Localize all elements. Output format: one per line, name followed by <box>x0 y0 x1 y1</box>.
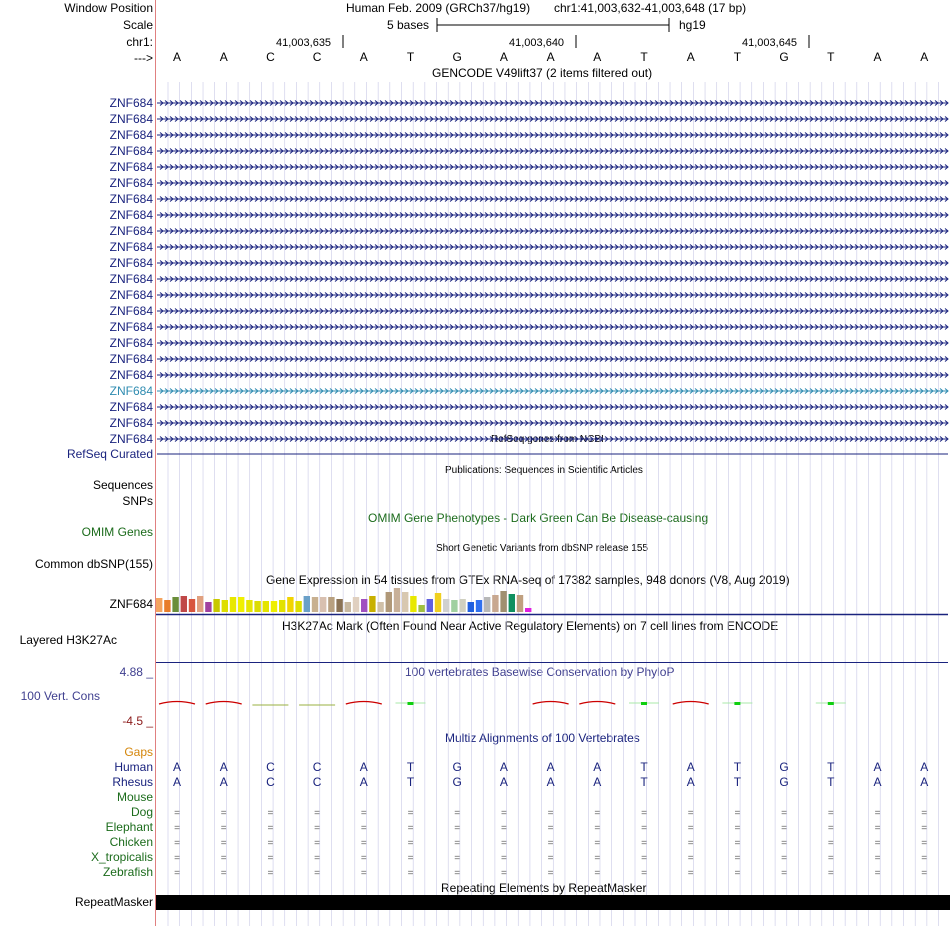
base-letter: A <box>219 50 228 64</box>
multiz-base: = <box>174 853 180 864</box>
gencode-strand-arrows <box>160 133 948 138</box>
multiz-base: T <box>640 760 648 774</box>
base-letter: T <box>640 50 648 64</box>
gencode-item-label[interactable]: ZNF684 <box>109 416 153 430</box>
multiz-base: = <box>781 868 788 879</box>
multiz-base: = <box>500 868 507 879</box>
gencode-item-label[interactable]: ZNF684 <box>109 160 153 174</box>
phylop-negative-mark <box>579 702 615 705</box>
base-letter: T <box>827 50 835 64</box>
multiz-base: = <box>827 823 834 834</box>
species-label[interactable]: Human <box>114 760 153 774</box>
gtex-track-title[interactable]: Gene Expression in 54 tissues from GTEx RNA-seq of 17382 samples, 948 donors (V8, Aug 2019) <box>266 573 790 587</box>
species-label[interactable]: Zebrafish <box>102 865 153 879</box>
multiz-base: = <box>407 838 414 849</box>
multiz-base: = <box>734 853 741 864</box>
phylop-negative-mark <box>159 702 195 705</box>
repeatmasker-label[interactable]: RepeatMasker <box>74 895 153 909</box>
gtex-tissue-bar[interactable] <box>492 595 498 612</box>
base-letter: C <box>266 50 275 64</box>
multiz-base: G <box>452 760 462 774</box>
gtex-tissue-bar[interactable] <box>468 602 474 612</box>
multiz-base: = <box>547 823 554 834</box>
multiz-base: = <box>500 853 507 864</box>
gtex-tissue-bar[interactable] <box>443 599 449 612</box>
gtex-tissue-bar[interactable] <box>418 605 424 612</box>
base-letter: A <box>873 50 882 64</box>
gtex-tissue-bar[interactable] <box>435 593 441 612</box>
gencode-transcripts <box>157 101 948 442</box>
gtex-tissue-bar[interactable] <box>271 601 277 612</box>
gtex-tissue-bar[interactable] <box>377 602 383 612</box>
gtex-tissue-bar[interactable] <box>386 592 392 612</box>
multiz-base: = <box>594 868 601 879</box>
coordinate-ticks <box>343 35 809 48</box>
multiz-base: A <box>219 775 228 789</box>
multiz-base: G <box>779 760 789 774</box>
gtex-tissue-bar[interactable] <box>279 600 285 612</box>
multiz-base: = <box>641 808 647 819</box>
gtex-tissue-bar[interactable] <box>304 596 310 612</box>
multiz-base: = <box>874 868 881 879</box>
multiz-base: = <box>267 853 274 864</box>
coordinate-label-3: 41,003,645 <box>742 37 798 49</box>
multiz-base: T <box>406 760 415 774</box>
gencode-item-label[interactable]: ZNF684 <box>109 112 153 126</box>
gencode-strand-arrows <box>160 245 948 250</box>
multiz-base: = <box>314 808 321 819</box>
multiz-base: = <box>827 868 834 879</box>
multiz-base: A <box>686 760 695 774</box>
multiz-base: = <box>781 808 788 819</box>
gtex-tissue-bar[interactable] <box>500 591 506 612</box>
multiz-base: A <box>359 760 368 774</box>
gencode-item-label[interactable]: ZNF684 <box>109 128 153 142</box>
multiz-base: = <box>781 823 788 834</box>
gtex-tissue-bar[interactable] <box>451 600 457 612</box>
multiz-base: = <box>641 853 647 864</box>
gencode-item-label[interactable]: ZNF684 <box>109 384 153 398</box>
gtex-tissue-bar[interactable] <box>189 599 195 612</box>
base-letter: A <box>546 50 555 64</box>
multiz-base: = <box>594 853 601 864</box>
multiz-base: A <box>546 760 555 774</box>
multiz-base: G <box>779 775 789 789</box>
gencode-strand-arrows <box>160 213 948 218</box>
phylop-max-label: 4.88 _ <box>119 665 153 679</box>
scale-text: 5 bases <box>387 18 430 32</box>
multiz-base: = <box>454 823 461 834</box>
gencode-item-label[interactable]: ZNF684 <box>109 96 153 110</box>
gtex-tissue-bar[interactable] <box>459 599 465 612</box>
multiz-base: A <box>499 760 508 774</box>
gencode-strand-arrows <box>160 101 948 106</box>
base-letter: G <box>779 50 789 64</box>
gtex-tissue-bar[interactable] <box>181 596 187 612</box>
gtex-tissue-bar[interactable] <box>369 596 375 612</box>
gtex-tissue-bar[interactable] <box>476 600 482 612</box>
multiz-base: = <box>267 808 274 819</box>
multiz-base: = <box>220 823 227 834</box>
multiz-base: = <box>547 853 554 864</box>
gtex-tissue-bar[interactable] <box>312 597 318 612</box>
multiz-base: = <box>454 868 461 879</box>
multiz-base: = <box>220 808 227 819</box>
multiz-base: = <box>547 838 554 849</box>
phylop-positive-mark <box>408 702 414 705</box>
multiz-base: = <box>734 823 741 834</box>
multiz-base: = <box>641 838 647 849</box>
gtex-tissue-bar[interactable] <box>525 608 531 612</box>
multiz-base: = <box>874 838 881 849</box>
gencode-item-label[interactable]: ZNF684 <box>109 272 153 286</box>
gencode-item-label[interactable]: ZNF684 <box>109 240 153 254</box>
multiz-base: = <box>921 868 928 879</box>
multiz-base: = <box>407 808 414 819</box>
multiz-base: A <box>920 760 929 774</box>
refseq-track-title[interactable]: RefSeq genes from NCBI <box>491 434 604 445</box>
multiz-base: = <box>687 823 694 834</box>
gtex-gene-label[interactable]: ZNF684 <box>109 597 153 611</box>
multiz-track-title[interactable]: Multiz Alignments of 100 Vertebrates <box>445 731 640 745</box>
multiz-base: = <box>781 838 788 849</box>
gencode-item-label[interactable]: ZNF684 <box>109 368 153 382</box>
layered-h3k27ac-label[interactable]: Layered H3K27Ac <box>19 633 117 647</box>
base-letter: T <box>733 50 742 64</box>
base-gridlines <box>168 82 939 926</box>
gtex-tissue-bar[interactable] <box>410 596 416 612</box>
base-letter: A <box>920 50 929 64</box>
gencode-item-label[interactable]: ZNF684 <box>109 304 153 318</box>
multiz-base: C <box>266 760 275 774</box>
multiz-base: A <box>686 775 695 789</box>
multiz-base: = <box>174 808 180 819</box>
multiz-base: = <box>360 838 367 849</box>
gencode-strand-arrows <box>160 149 948 154</box>
gtex-tissue-bar[interactable] <box>361 599 367 612</box>
phylop-track-label[interactable]: 100 Vert. Cons <box>20 689 100 703</box>
multiz-base: = <box>174 838 180 849</box>
base-letter: C <box>312 50 322 64</box>
gencode-strand-arrows <box>160 421 948 426</box>
gtex-tissue-bar[interactable] <box>246 600 252 612</box>
gencode-strand-arrows <box>160 357 948 362</box>
multiz-base: = <box>314 838 321 849</box>
multiz-base: A <box>219 760 228 774</box>
species-label[interactable]: Dog <box>130 805 153 819</box>
gtex-tissue-bar[interactable] <box>328 597 334 612</box>
window-position-label: Window Position <box>64 1 153 15</box>
gtex-tissue-bar[interactable] <box>156 598 162 612</box>
multiz-base: A <box>172 775 182 789</box>
base-letter: A <box>593 50 602 64</box>
multiz-base: = <box>827 808 834 819</box>
phylop-positive-mark <box>734 702 740 705</box>
phylop-track-title[interactable]: 100 vertebrates Basewise Conservation by PhyloP <box>405 665 675 679</box>
base-letter: G <box>452 50 462 64</box>
multiz-base: = <box>407 868 414 879</box>
multiz-base: = <box>781 853 788 864</box>
multiz-base: = <box>454 853 461 864</box>
scale-label: Scale <box>122 18 153 32</box>
species-label[interactable]: Mouse <box>116 790 153 804</box>
multiz-base: = <box>874 808 881 819</box>
gencode-strand-arrows <box>160 261 948 266</box>
multiz-base: = <box>547 868 554 879</box>
gtex-tissue-bar[interactable] <box>238 597 244 612</box>
phylop-negative-mark <box>673 702 709 705</box>
gencode-item-label[interactable]: ZNF684 <box>109 224 153 238</box>
multiz-base: = <box>594 838 601 849</box>
multiz-base: A <box>546 775 555 789</box>
multiz-base: = <box>687 853 694 864</box>
multiz-base: = <box>360 853 367 864</box>
multiz-base: = <box>641 823 647 834</box>
phylop-marks <box>159 702 846 706</box>
gtex-bars <box>156 588 531 612</box>
multiz-base: = <box>734 868 741 879</box>
gtex-tissue-bar[interactable] <box>484 597 490 612</box>
multiz-base: = <box>314 853 321 864</box>
omim-track-title[interactable]: OMIM Gene Phenotypes - Dark Green Can Be Disease-causing <box>368 511 709 525</box>
multiz-base: C <box>312 760 322 774</box>
multiz-base: = <box>827 853 834 864</box>
multiz-base: C <box>312 775 322 789</box>
multiz-base: = <box>220 868 227 879</box>
base-letter: A <box>499 50 508 64</box>
multiz-base: T <box>733 760 742 774</box>
chr-label: chr1: <box>126 35 153 49</box>
multiz-base: C <box>266 775 275 789</box>
multiz-base: A <box>920 775 929 789</box>
strand-label: ---> <box>134 51 153 65</box>
multiz-base: T <box>406 775 415 789</box>
multiz-base: = <box>360 808 367 819</box>
gtex-tissue-bar[interactable] <box>394 588 400 612</box>
multiz-base: = <box>921 823 928 834</box>
scale-bar <box>437 18 669 32</box>
base-letters <box>173 50 928 64</box>
species-label[interactable]: Rhesus <box>112 775 153 789</box>
gencode-strand-arrows <box>160 373 948 378</box>
multiz-base: = <box>267 823 274 834</box>
gaps-label[interactable]: Gaps <box>124 745 153 759</box>
gencode-track-title[interactable]: GENCODE V49lift37 (2 items filtered out) <box>432 66 653 80</box>
gencode-strand-arrows <box>160 341 948 346</box>
repeatmasker-block[interactable] <box>156 895 950 910</box>
multiz-base: A <box>873 760 882 774</box>
base-letter: A <box>172 50 182 64</box>
multiz-base: = <box>921 838 928 849</box>
repeatmasker-track-title[interactable]: Repeating Elements by RepeatMasker <box>441 881 647 895</box>
multiz-base: = <box>687 808 694 819</box>
gencode-item-label[interactable]: ZNF684 <box>109 256 153 270</box>
multiz-base: = <box>874 823 881 834</box>
phylop-positive-mark <box>641 702 647 705</box>
species-label[interactable]: Chicken <box>109 835 153 849</box>
multiz-base: = <box>500 838 507 849</box>
gtex-tissue-bar[interactable] <box>517 595 523 612</box>
multiz-base: A <box>593 775 602 789</box>
phylop-negative-mark <box>346 702 382 705</box>
assembly-text: Human Feb. 2009 (GRCh37/hg19) <box>346 1 531 15</box>
multiz-base: = <box>314 868 321 879</box>
multiz-base: = <box>687 868 694 879</box>
gtex-tissue-bar[interactable] <box>287 597 293 612</box>
gtex-tissue-bar[interactable] <box>345 602 351 612</box>
gencode-strand-arrows <box>160 277 948 282</box>
phylop-negative-mark <box>533 702 569 705</box>
multiz-base: A <box>873 775 882 789</box>
multiz-letters <box>173 760 928 879</box>
snps-label[interactable]: SNPs <box>122 494 153 508</box>
gtex-tissue-bar[interactable] <box>427 599 433 612</box>
species-label[interactable]: X_tropicalis <box>90 850 153 864</box>
gencode-strand-arrows <box>160 293 948 298</box>
multiz-base: A <box>499 775 508 789</box>
multiz-base: = <box>360 823 367 834</box>
multiz-base: = <box>267 838 274 849</box>
dbsnp-track-title[interactable]: Short Genetic Variants from dbSNP release 155 <box>436 543 648 554</box>
multiz-base: = <box>921 808 928 819</box>
gencode-item-label[interactable]: ZNF684 <box>109 432 153 446</box>
gencode-strand-arrows <box>160 181 948 186</box>
publications-track-title[interactable]: Publications: Sequences in Scientific Articles <box>445 465 643 476</box>
gtex-tissue-bar[interactable] <box>172 597 178 612</box>
phylop-negative-mark <box>206 702 242 705</box>
gencode-item-label[interactable]: ZNF684 <box>109 208 153 222</box>
multiz-base: T <box>827 775 835 789</box>
multiz-base: = <box>360 868 367 879</box>
gencode-strand-arrows <box>160 389 948 394</box>
gencode-item-label[interactable]: ZNF684 <box>109 144 153 158</box>
multiz-base: = <box>314 823 321 834</box>
gencode-strand-arrows <box>160 229 948 234</box>
multiz-base: = <box>500 823 507 834</box>
multiz-base: T <box>640 775 648 789</box>
multiz-base: G <box>452 775 462 789</box>
gtex-tissue-bar[interactable] <box>230 597 236 612</box>
gencode-item-label[interactable]: ZNF684 <box>109 352 153 366</box>
multiz-base: = <box>921 853 928 864</box>
gencode-strand-arrows <box>160 405 948 410</box>
db-text: hg19 <box>679 18 706 32</box>
gtex-tissue-bar[interactable] <box>222 600 228 612</box>
multiz-base: = <box>174 823 180 834</box>
gencode-strand-arrows <box>160 197 948 202</box>
coordinate-label-1: 41,003,635 <box>276 37 332 49</box>
multiz-base: = <box>594 808 601 819</box>
phylop-min-label: -4.5 _ <box>122 714 153 728</box>
multiz-base: = <box>500 808 507 819</box>
multiz-base: = <box>174 868 180 879</box>
multiz-base: = <box>641 868 647 879</box>
gencode-item-label[interactable]: ZNF684 <box>109 192 153 206</box>
multiz-base: = <box>687 838 694 849</box>
gtex-tissue-bar[interactable] <box>336 599 342 612</box>
coordinate-label-2: 41,003,640 <box>509 37 565 49</box>
multiz-base: = <box>220 838 227 849</box>
multiz-base: A <box>172 760 182 774</box>
gencode-strand-arrows <box>160 309 948 314</box>
common-dbsnp-label[interactable]: Common dbSNP(155) <box>34 557 153 571</box>
gencode-strand-arrows <box>160 117 948 122</box>
gtex-tissue-bar[interactable] <box>295 601 301 612</box>
position-text: chr1:41,003,632-41,003,648 (17 bp) <box>554 1 747 15</box>
gtex-tissue-bar[interactable] <box>197 596 203 612</box>
multiz-base: = <box>827 838 834 849</box>
gtex-tissue-bar[interactable] <box>402 592 408 612</box>
base-letter: A <box>359 50 368 64</box>
multiz-base: = <box>407 853 414 864</box>
multiz-base: = <box>547 808 554 819</box>
multiz-base: = <box>220 853 227 864</box>
gtex-tissue-bar[interactable] <box>263 601 269 612</box>
sequences-label[interactable]: Sequences <box>92 478 153 492</box>
h3k27ac-track-title[interactable]: H3K27Ac Mark (Often Found Near Active Regulatory Elements) on 7 cell lines from ENCODE <box>282 619 779 633</box>
gencode-item-label[interactable]: ZNF684 <box>109 320 153 334</box>
gtex-tissue-bar[interactable] <box>320 597 326 612</box>
refseq-curated-label[interactable]: RefSeq Curated <box>66 447 153 461</box>
multiz-base: A <box>593 760 602 774</box>
gtex-tissue-bar[interactable] <box>213 599 219 612</box>
base-letter: A <box>686 50 695 64</box>
multiz-base: = <box>454 838 461 849</box>
multiz-base: = <box>407 823 414 834</box>
gencode-item-label[interactable]: ZNF684 <box>109 176 153 190</box>
gencode-item-label[interactable]: ZNF684 <box>109 288 153 302</box>
gtex-tissue-bar[interactable] <box>254 601 260 612</box>
omim-genes-label[interactable]: OMIM Genes <box>81 525 153 539</box>
multiz-base: = <box>734 838 741 849</box>
gtex-tissue-bar[interactable] <box>205 602 211 612</box>
multiz-base: = <box>454 808 461 819</box>
gencode-item-label[interactable]: ZNF684 <box>109 400 153 414</box>
gtex-tissue-bar[interactable] <box>353 597 359 612</box>
multiz-base: T <box>733 775 742 789</box>
multiz-base: = <box>267 868 274 879</box>
gencode-strand-arrows <box>160 165 948 170</box>
multiz-base: = <box>594 823 601 834</box>
multiz-base: = <box>734 808 741 819</box>
gtex-tissue-bar[interactable] <box>164 600 170 612</box>
species-label[interactable]: Elephant <box>105 820 153 834</box>
gencode-item-label[interactable]: ZNF684 <box>109 336 153 350</box>
multiz-base: T <box>827 760 835 774</box>
gencode-strand-arrows <box>160 325 948 330</box>
phylop-positive-mark <box>828 702 834 705</box>
multiz-base: = <box>874 853 881 864</box>
base-letter: T <box>406 50 415 64</box>
multiz-base: A <box>359 775 368 789</box>
gtex-tissue-bar[interactable] <box>509 594 515 612</box>
